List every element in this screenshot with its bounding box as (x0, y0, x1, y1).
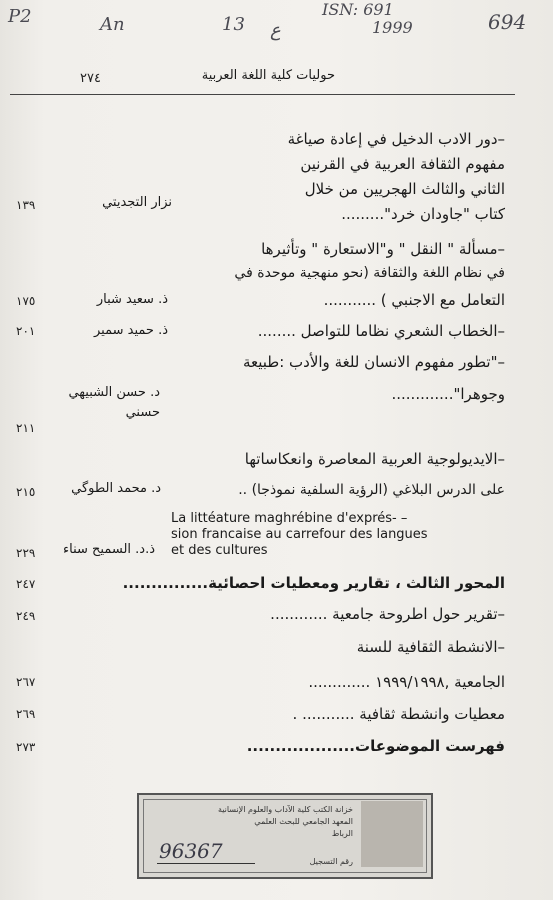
toc-entry-6-line-3: et des cultures (171, 543, 268, 558)
stamp-handwritten-number: 96367 (159, 839, 223, 863)
stamp-reg-label: رقم التسجيل (309, 857, 353, 866)
toc-entry-5-line-2: على الدرس البلاغي (الرؤية السلفية نموذجا) .. (238, 482, 505, 498)
toc-entry-6-page: ٢٢٩ (16, 546, 36, 560)
toc-entry-10-line-1: معطيات وانشطة ثقافية ........... . (292, 705, 505, 723)
toc-entry-10-page: ٢٦٩ (16, 707, 36, 721)
handwritten-right-number: 694 (488, 10, 527, 34)
toc-entry-3-line-1: –الخطاب الشعري نظاما للتواصل ........ (257, 322, 505, 340)
toc-entry-9-line-1: –الانشطة الثقافية للسنة (356, 638, 505, 656)
toc-entry-5-author: د. محمد الطوگي (71, 481, 161, 496)
toc-entry-1-line-3: الثاني والثالث الهجريين من خلال (304, 180, 505, 198)
toc-entry-1-page: ١٣٩ (16, 198, 36, 212)
toc-entry-4-line-2: وجوهرا"............. (391, 385, 505, 403)
toc-entry-4-author-line-2: حسني (125, 405, 160, 420)
handwritten-code-left: P2 (8, 6, 32, 27)
toc-entry-4-line-1: –"تطور مفهوم الانسان للغة والأدب :طبيعة (242, 353, 505, 371)
toc-entry-2-author: ذ. سعيد شبار (96, 292, 168, 307)
library-stamp (137, 793, 433, 879)
toc-entry-1-line-4: كتاب "جاودان خرد"......... (341, 205, 505, 223)
page-number: ٢٧٤ (80, 71, 101, 86)
toc-entry-4-page: ٢١١ (16, 421, 36, 435)
toc-entry-6-line-1: La littéature maghrébine d'exprés- – (171, 511, 408, 526)
toc-entry-1-line-1: –دور الادب الدخيل في إعادة صياغة (287, 130, 505, 148)
toc-entry-8-page: ٢٤٩ (16, 609, 36, 623)
section-three-heading: المحور الثالث ، تقارير ومعطيات احصائية............... (122, 574, 505, 592)
toc-index-page: ٢٧٣ (16, 740, 36, 754)
toc-entry-1-line-2: مفهوم الثقافة العربية في القرنين (300, 155, 505, 173)
toc-entry-3-page: ٢٠١ (16, 324, 36, 338)
toc-entry-4-author: د. حسن الشبيهي (68, 385, 160, 400)
stamp-line-3: الرباط (331, 829, 353, 838)
toc-entry-2-line-3: التعامل مع الاجنبي ) ........... (323, 291, 505, 309)
toc-entry-2-page: ١٧٥ (16, 294, 36, 308)
running-title: حوليات كلية اللغة العربية (201, 68, 335, 83)
handwritten-arabic-char: ع (270, 20, 281, 41)
toc-entry-6-line-2: sion francaise au carrefour des langues (171, 527, 428, 542)
toc-entry-9-page: ٢٦٧ (16, 675, 36, 689)
header-rule (10, 94, 515, 95)
handwritten-issn: ISN: 691 (322, 0, 394, 19)
toc-entry-9-line-2: الجامعية ,١٩٩٩/١٩٩٨ ............. (308, 673, 505, 691)
toc-entry-6-author: ذ.د. السميح سناء (63, 542, 155, 557)
stamp-underline (157, 863, 255, 864)
handwritten-year: 1999 (372, 18, 413, 37)
toc-index-heading: فهرست الموضوعات................... (246, 737, 505, 755)
toc-entry-2-line-1: –مسألة " النقل " و"الاستعارة " وتأثيرها (261, 240, 505, 258)
handwritten-code-an: An (100, 14, 125, 35)
toc-entry-5-page: ٢١٥ (16, 485, 36, 499)
toc-entry-3-author: ذ. حميد سمير (94, 323, 168, 338)
toc-entry-5-line-1: –الايديولوجية العربية المعاصرة وانعكاساتها (244, 450, 505, 468)
stamp-line-1: خزانة الكتب كلية الآداب والعلوم الإنسانية (217, 805, 353, 814)
stamp-line-2: المعهد الجامعي للبحث العلمي (254, 817, 353, 826)
toc-entry-2-line-2: في نظام اللغة والثقافة (نحو منهجية موحدة في (234, 265, 505, 281)
toc-entry-1-author: نزار التجديتي (102, 195, 172, 210)
toc-entry-8-line-1: –تقرير حول اطروحة جامعية ............ (270, 605, 505, 623)
handwritten-number-13: 13 (222, 14, 245, 35)
stamp-seal (361, 801, 423, 867)
section-three-page: ٢٤٧ (16, 577, 36, 591)
